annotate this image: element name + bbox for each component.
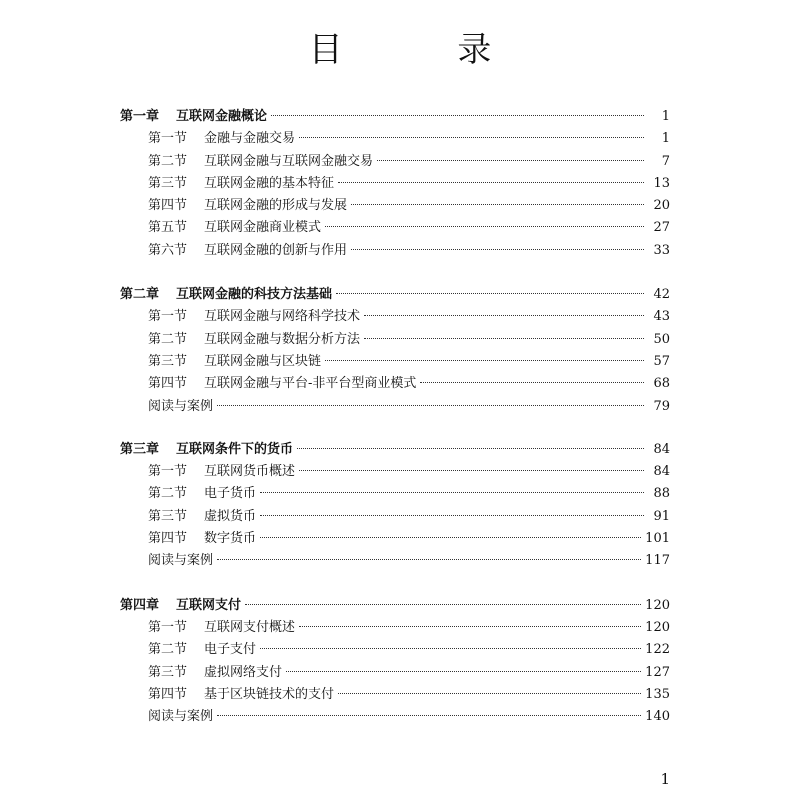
section-page: 79	[653, 398, 670, 414]
section-page: 117	[645, 553, 670, 569]
chapter-title: 互联网支付	[176, 597, 242, 613]
section-title: 互联网金融与数据分析方法	[204, 331, 361, 347]
section-number: 第一节	[148, 131, 188, 147]
section-number: 第三节	[148, 175, 188, 191]
toc-entry[interactable]	[120, 240, 670, 262]
section-page: 122	[645, 642, 670, 658]
section-title: 互联网支付概述	[204, 619, 296, 635]
chapter-page: 84	[653, 441, 670, 457]
section-title: 互联网金融与互联网金融交易	[204, 153, 374, 169]
toc-entry[interactable]	[120, 373, 670, 395]
chapter-heading[interactable]	[120, 439, 670, 461]
dot-leader	[299, 626, 641, 627]
chapter-page: 120	[645, 597, 670, 613]
dot-leader	[245, 604, 641, 605]
section-page: 127	[645, 664, 670, 680]
toc-entry[interactable]	[120, 483, 670, 505]
section-number: 第二节	[148, 153, 188, 169]
chapter-title: 互联网条件下的货币	[176, 441, 294, 457]
dot-leader	[325, 226, 644, 227]
toc-entry[interactable]	[120, 195, 670, 217]
section-number: 第三节	[148, 353, 188, 369]
dot-leader	[420, 382, 644, 383]
chapter-heading[interactable]	[120, 284, 670, 306]
chapter-heading[interactable]	[120, 595, 670, 617]
section-number: 第三节	[148, 508, 188, 524]
table-of-contents	[120, 106, 670, 750]
dot-leader	[364, 315, 644, 316]
toc-entry[interactable]	[120, 306, 670, 328]
dot-leader	[260, 515, 644, 516]
section-page: 57	[653, 353, 670, 369]
section-page: 20	[653, 198, 670, 214]
section-number: 第二节	[148, 486, 188, 502]
section-title: 数字货币	[204, 531, 257, 547]
chapter-heading[interactable]	[120, 106, 670, 128]
toc-entry[interactable]	[120, 617, 670, 639]
toc-entry[interactable]	[120, 684, 670, 706]
section-page: 27	[653, 220, 670, 236]
toc-entry[interactable]	[120, 217, 670, 239]
section-title: 阅读与案例	[148, 553, 214, 569]
toc-entry[interactable]	[120, 528, 670, 550]
section-title: 电子支付	[204, 642, 257, 658]
section-page: 91	[653, 508, 670, 524]
section-page: 43	[653, 309, 670, 325]
section-title: 虚拟网络支付	[204, 664, 283, 680]
section-title: 互联网金融的形成与发展	[204, 198, 348, 214]
toc-entry[interactable]	[120, 329, 670, 351]
chapter-number: 第二章	[120, 287, 160, 303]
section-page: 84	[653, 464, 670, 480]
chapter-page: 42	[653, 287, 670, 303]
section-title: 互联网金融的基本特征	[204, 175, 335, 191]
section-page: 88	[653, 486, 670, 502]
chapter-number: 第一章	[120, 109, 160, 124]
chapter-4	[120, 595, 670, 729]
page-number: 1	[660, 770, 670, 788]
toc-entry[interactable]	[120, 173, 670, 195]
chapter-page: 1	[661, 109, 670, 124]
dot-leader	[299, 470, 644, 471]
toc-entry[interactable]	[120, 351, 670, 373]
section-title: 基于区块链技术的支付	[204, 686, 335, 702]
toc-entry[interactable]	[120, 639, 670, 661]
section-number: 第二节	[148, 642, 188, 658]
dot-leader	[364, 338, 644, 339]
section-number: 第四节	[148, 198, 188, 214]
section-number: 第四节	[148, 531, 188, 547]
section-title: 互联网货币概述	[204, 464, 296, 480]
section-page: 101	[645, 531, 670, 547]
section-page: 68	[653, 376, 670, 392]
dot-leader	[351, 249, 644, 250]
chapter-title: 互联网金融的科技方法基础	[176, 287, 333, 303]
section-page: 13	[653, 175, 670, 191]
toc-entry[interactable]	[120, 128, 670, 150]
section-number: 第四节	[148, 686, 188, 702]
chapter-1	[120, 106, 670, 262]
toc-entry[interactable]	[120, 396, 670, 418]
page-title: 目 录	[308, 30, 544, 70]
dot-leader	[351, 204, 644, 205]
dot-leader	[217, 559, 641, 560]
toc-entry[interactable]	[120, 461, 670, 483]
toc-entry[interactable]	[120, 662, 670, 684]
section-number: 第三节	[148, 664, 188, 680]
section-number: 第四节	[148, 376, 188, 392]
section-page: 33	[653, 242, 670, 258]
section-number: 第二节	[148, 331, 188, 347]
section-page: 135	[645, 686, 670, 702]
dot-leader	[286, 671, 641, 672]
dot-leader	[336, 293, 644, 294]
dot-leader	[260, 648, 641, 649]
dot-leader	[377, 160, 644, 161]
section-title: 互联网金融与区块链	[204, 353, 322, 369]
toc-entry[interactable]	[120, 506, 670, 528]
toc-entry[interactable]	[120, 706, 670, 728]
section-title: 互联网金融与网络科学技术	[204, 309, 361, 325]
toc-entry[interactable]	[120, 151, 670, 173]
dot-leader	[217, 405, 644, 406]
section-number: 第六节	[148, 242, 188, 258]
dot-leader	[217, 715, 641, 716]
section-title: 虚拟货币	[204, 508, 257, 524]
dot-leader	[338, 693, 641, 694]
dot-leader	[325, 360, 644, 361]
chapter-number: 第三章	[120, 441, 160, 457]
section-page: 50	[653, 331, 670, 347]
section-title: 金融与金融交易	[204, 131, 296, 147]
section-number: 第一节	[148, 619, 188, 635]
section-page: 7	[661, 153, 670, 169]
section-title: 电子货币	[204, 486, 257, 502]
section-title: 互联网金融商业模式	[204, 220, 322, 236]
dot-leader	[299, 137, 644, 138]
dot-leader	[297, 448, 644, 449]
dot-leader	[271, 115, 644, 116]
chapter-2	[120, 284, 670, 418]
chapter-title: 互联网金融概论	[176, 109, 268, 124]
dot-leader	[260, 537, 641, 538]
section-title: 阅读与案例	[148, 709, 214, 725]
toc-entry[interactable]	[120, 550, 670, 572]
section-title: 互联网金融与平台-非平台型商业模式	[204, 376, 417, 392]
section-number: 第五节	[148, 220, 188, 236]
section-page: 140	[645, 709, 670, 725]
chapter-number: 第四章	[120, 597, 160, 613]
chapter-3	[120, 439, 670, 573]
dot-leader	[338, 182, 644, 183]
section-number: 第一节	[148, 464, 188, 480]
section-number: 第一节	[148, 309, 188, 325]
section-title: 阅读与案例	[148, 398, 214, 414]
section-page: 120	[645, 619, 670, 635]
dot-leader	[260, 492, 644, 493]
section-title: 互联网金融的创新与作用	[204, 242, 348, 258]
section-page: 1	[661, 131, 670, 147]
